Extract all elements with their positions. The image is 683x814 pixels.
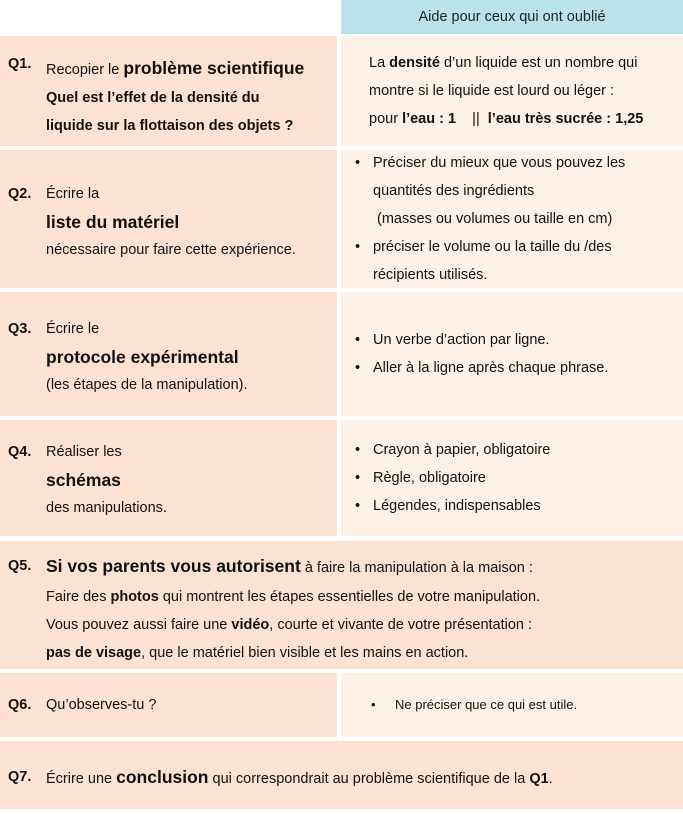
question-cell-q4	[0, 420, 337, 536]
question-number: Q1.	[8, 56, 32, 72]
q1-help-sugar-water: l’eau très sucrée : 1,25	[487, 111, 644, 127]
q1-question-line1: Quel est l’effet de la densité du	[46, 90, 260, 106]
q7-conclusion: conclusion	[116, 767, 209, 787]
bullet-icon: •	[355, 498, 361, 514]
bullet-text: Légendes, indispensables	[373, 498, 541, 514]
question-row-q2	[0, 150, 683, 288]
q1-help-water: l’eau : 1	[402, 111, 457, 127]
bullet-icon: •	[355, 155, 361, 171]
q1-question-line2: liquide sur la flottaison des objets ?	[46, 118, 294, 134]
q1-help-bold: densité	[389, 55, 440, 71]
q1-intro: Recopier le	[46, 62, 124, 78]
help-cell-q1	[341, 36, 683, 146]
question-cell-q1	[0, 36, 337, 146]
bullet-item	[371, 691, 675, 719]
bullet-text: Aller à la ligne après chaque phrase.	[373, 360, 609, 376]
question-cell-q7	[0, 741, 683, 809]
question-number: Q3.	[8, 321, 32, 337]
q4-line1: Réaliser les	[46, 444, 122, 460]
q3-title: protocole expérimental	[46, 347, 239, 367]
q2-title: liste du matériel	[46, 212, 180, 232]
q5-text: , courte et vivante de votre présentation :	[269, 617, 533, 633]
bullet-icon: •	[355, 442, 361, 458]
bullet-item	[355, 149, 675, 233]
help-header-text: Aide pour ceux qui ont oublié	[418, 9, 606, 25]
q3-line3: (les étapes de la manipulation).	[46, 377, 248, 393]
bullet-text: Préciser du mieux que vous pouvez les	[373, 155, 626, 171]
question-number: Q2.	[8, 186, 32, 202]
bullet-item	[355, 233, 675, 289]
question-row-q7	[0, 741, 683, 809]
bullet-icon: •	[371, 697, 376, 712]
help-cell-q4	[341, 420, 683, 536]
bullet-text: Ne préciser que ce qui est utile.	[395, 697, 578, 712]
q2-line3: nécessaire pour faire cette expérience.	[46, 242, 296, 258]
bullet-item	[355, 354, 675, 382]
question-cell-q3	[0, 292, 337, 416]
help-cell-q6	[341, 673, 683, 737]
q5-text: , que le matériel bien visible et les mains en action.	[141, 645, 469, 661]
question-row-q6	[0, 673, 683, 737]
question-text-q3	[46, 315, 333, 399]
bullet-item	[355, 492, 675, 520]
q5-no-face: pas de visage	[46, 645, 142, 661]
bullet-icon: •	[355, 239, 361, 255]
help-cell-q3	[341, 292, 683, 416]
q4-title: schémas	[46, 470, 121, 490]
q1-help-text: pour	[369, 111, 403, 127]
bullet-item	[355, 436, 675, 464]
q1-help-line2: montre si le liquide est lourd ou léger :	[369, 83, 615, 99]
question-row-q4	[0, 420, 683, 536]
bullet-icon: •	[355, 470, 361, 486]
q5-photos: photos	[110, 589, 159, 605]
question-cell-q6	[0, 673, 337, 737]
q5-text: qui montrent les étapes essentielles de votre manipulation.	[158, 589, 541, 605]
q1-intro-bold: problème scientifique	[123, 58, 305, 78]
q7-text: .	[548, 771, 553, 787]
q5-line1-rest: à faire la manipulation à la maison :	[300, 560, 533, 576]
bullet-text: Crayon à papier, obligatoire	[373, 442, 551, 458]
q5-video: vidéo	[231, 617, 270, 633]
question-number: Q6.	[8, 697, 32, 713]
q7-text: Écrire une	[46, 771, 117, 787]
bullet-text: quantités des ingrédients	[373, 183, 535, 199]
q7-ref-q1: Q1	[529, 771, 549, 787]
question-row-q5	[0, 541, 683, 669]
q1-help-text: La	[369, 55, 390, 71]
help-column-header	[341, 0, 683, 34]
question-row-q1	[0, 36, 683, 146]
bullet-text: récipients utilisés.	[373, 267, 488, 283]
question-text-q2	[46, 180, 333, 264]
help-cell-q2	[341, 150, 683, 288]
q6-question: Qu’observes-tu ?	[46, 697, 157, 713]
question-cell-q2	[0, 150, 337, 288]
q3-line1: Écrire le	[46, 321, 100, 337]
question-text-q4	[46, 438, 333, 522]
q1-help-text: d’un liquide est un nombre qui	[439, 55, 638, 71]
bullet-text: Un verbe d’action par ligne.	[373, 332, 550, 348]
bullet-icon: •	[355, 332, 361, 348]
bullet-text: Règle, obligatoire	[373, 470, 486, 486]
question-cell-q5	[0, 541, 683, 669]
bullet-text: préciser le volume ou la taille du /des	[373, 239, 612, 255]
question-number: Q7.	[8, 769, 32, 785]
q5-condition: Si vos parents vous autorisent	[46, 556, 301, 576]
q4-line3: des manipulations.	[46, 500, 167, 516]
q5-text: Vous pouvez aussi faire une	[46, 617, 232, 633]
bullet-item	[355, 464, 675, 492]
q5-text: Faire des	[46, 589, 111, 605]
question-text-q1	[46, 54, 333, 140]
q2-line1: Écrire la	[46, 186, 100, 202]
bullet-icon: •	[355, 360, 361, 376]
question-number: Q4.	[8, 444, 32, 460]
question-row-q3	[0, 292, 683, 416]
q7-text: qui correspondrait au problème scientifique de la	[208, 771, 530, 787]
q1-help-separator: ||	[456, 111, 488, 127]
bullet-text: (masses ou volumes ou taille en cm)	[373, 211, 613, 227]
question-number: Q5.	[8, 558, 32, 574]
bullet-item	[355, 326, 675, 354]
